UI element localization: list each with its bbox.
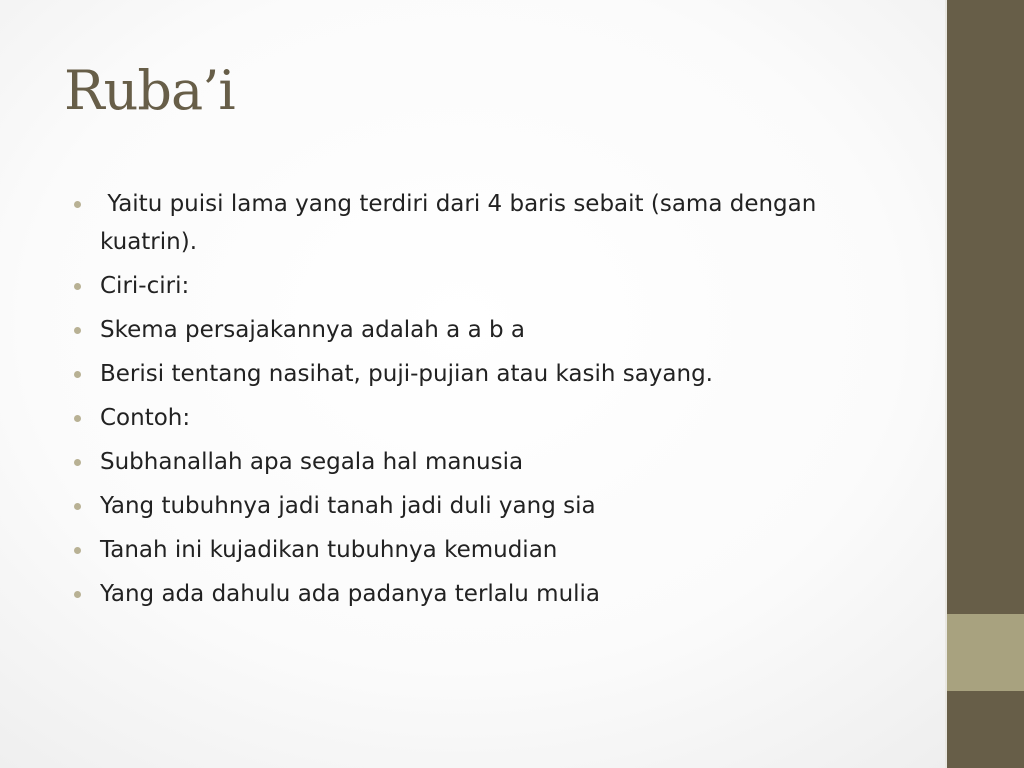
bullet-text: Berisi tentang nasihat, puji-pujian atau kasih sayang.	[100, 361, 713, 387]
bullet-item	[74, 355, 894, 393]
bullet-item	[74, 531, 894, 569]
bullet-text: Contoh:	[100, 405, 191, 431]
bullet-text: Subhanallah apa segala hal manusia	[100, 449, 524, 475]
bullet-dot-icon	[74, 283, 81, 290]
bullet-dot-icon	[74, 547, 81, 554]
bullet-text: Yang tubuhnya jadi tanah jadi duli yang sia	[100, 493, 596, 519]
bullet-dot-icon	[74, 371, 81, 378]
bullet-item	[74, 487, 894, 525]
bullet-list	[74, 185, 894, 619]
bullet-item	[74, 185, 894, 261]
bullet-dot-icon	[74, 201, 81, 208]
bullet-text: Yaitu puisi lama yang terdiri dari 4 baris sebait (sama dengan kuatrin).	[100, 191, 824, 255]
slide-title: Ruba’i	[64, 59, 235, 122]
bullet-text: Skema persajakannya adalah a a b a	[100, 317, 525, 343]
bullet-item	[74, 311, 894, 349]
bullet-item	[74, 399, 894, 437]
bullet-item	[74, 267, 894, 305]
bullet-item	[74, 443, 894, 481]
bullet-dot-icon	[74, 591, 81, 598]
bullet-dot-icon	[74, 459, 81, 466]
decorative-sidebar-accent	[947, 614, 1024, 691]
bullet-dot-icon	[74, 415, 81, 422]
bullet-dot-icon	[74, 503, 81, 510]
bullet-item	[74, 575, 894, 613]
bullet-text: Ciri-ciri:	[100, 273, 190, 299]
bullet-text: Tanah ini kujadikan tubuhnya kemudian	[100, 537, 558, 563]
bullet-dot-icon	[74, 327, 81, 334]
bullet-text: Yang ada dahulu ada padanya terlalu mulia	[100, 581, 601, 607]
